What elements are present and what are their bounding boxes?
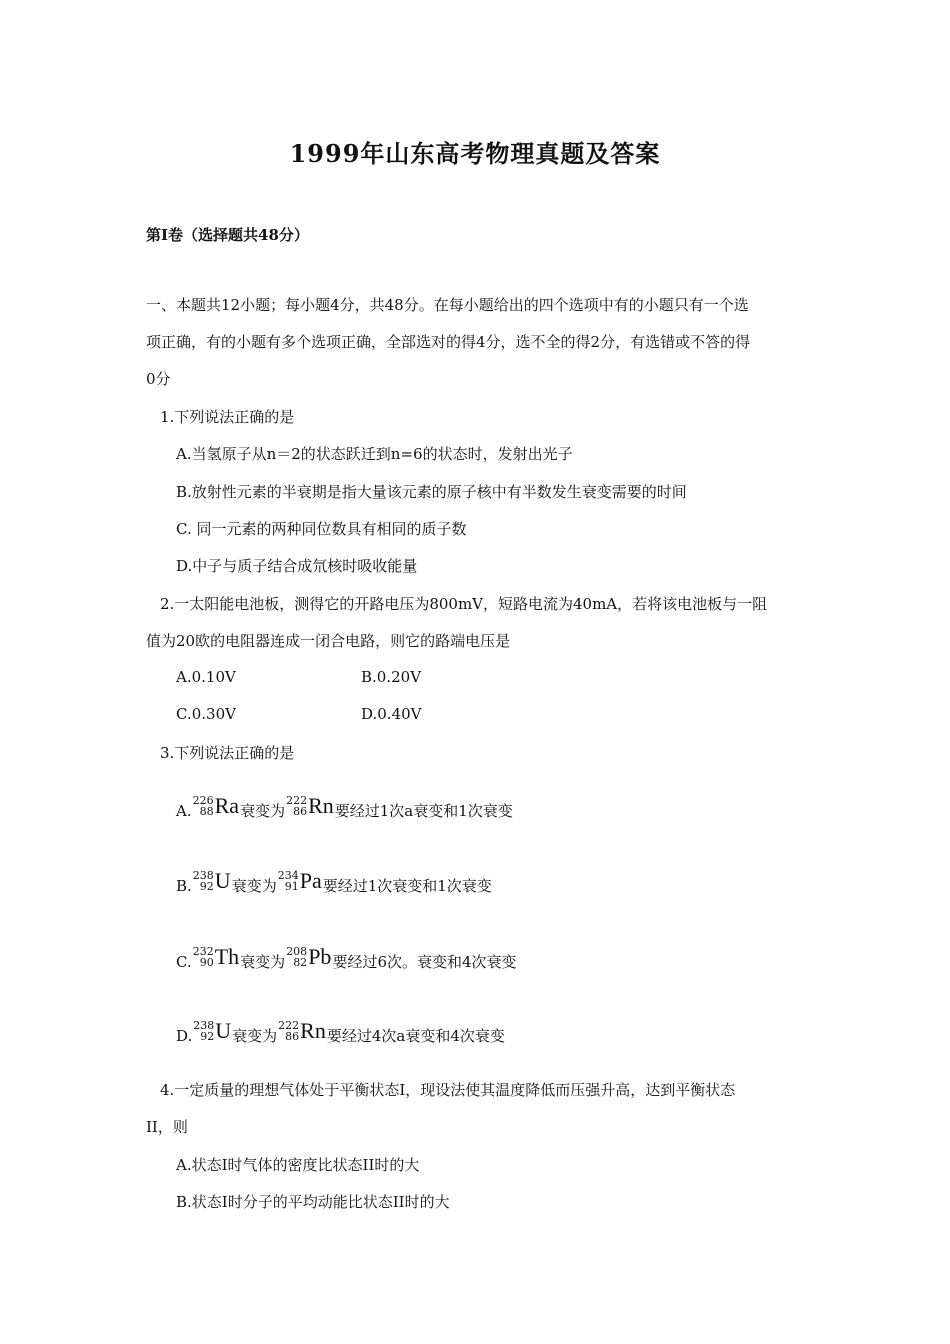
element-symbol: Th [214,944,240,969]
nuclide-thorium-232 [193,946,239,968]
option-label: A. [176,802,192,820]
nuclide-protactinium-234 [278,870,322,892]
document-title: 1999年山东高考物理真题及答案 [289,139,661,168]
atomic-number: 86 [293,805,308,818]
nuclide-radon-222 [278,1020,326,1042]
mass-number: 238 [192,869,214,882]
element-symbol: Pa [299,868,322,893]
q3-option-c [176,944,517,974]
nuclide-lead-208 [286,946,331,968]
q2-option-c: C.0.30V [176,705,236,723]
element-symbol: Rn [308,793,334,818]
element-symbol: Ra [214,793,240,818]
atomic-number: 92 [200,1030,215,1043]
element-symbol: U [214,868,231,893]
option-label: C. [176,953,192,971]
decay-steps-text: 要经过6次。衰变和4次衰变 [332,953,517,971]
q1-option-a: A.当氢原子从n＝2的状态跃迁到n=6的状态时，发射出光子 [176,445,573,463]
q4-stem-line-1: 4.一定质量的理想气体处于平衡状态I，现设法使其温度降低而压强升高，达到平衡状态 [160,1081,736,1099]
atomic-number: 88 [199,805,214,818]
q4-stem-line-2: II，则 [146,1118,188,1136]
q2-option-a: A.0.10V [176,668,236,686]
instructions-line-1: 一、本题共12小题；每小题4分，共48分。在每小题给出的四个选项中有的小题只有一个选 [146,296,749,314]
atomic-number: 86 [285,1030,300,1043]
instructions-line-2: 项正确，有的小题有多个选项正确，全部选对的得4分，选不全的得2分，有选错或不答的得 [146,333,751,351]
nuclide-uranium-238 [193,870,231,892]
q1-stem: 1.下列说法正确的是 [160,408,295,426]
mass-number: 234 [277,869,299,882]
nuclide-uranium-238 [193,1020,231,1042]
instructions-line-3: 0分 [146,370,171,388]
q3-option-a [176,793,513,823]
q2-stem-line-2: 值为20欧的电阻器连成一闭合电路，则它的路端电压是 [146,632,511,650]
decay-text: 衰变为 [240,953,286,971]
section-heading: 第Ⅰ卷（选择题共48分） [146,226,309,244]
q1-option-d: D.中子与质子结合成氘核时吸收能量 [176,557,418,575]
q1-option-b: B.放射性元素的半衰期是指大量该元素的原子核中有半数发生衰变需要的时间 [176,483,687,501]
nuclide-radium-226 [193,795,239,817]
nuclide-radon-222 [286,795,334,817]
decay-steps-text: 要经过4次a衰变和4次衰变 [326,1027,505,1045]
q2-option-b: B.0.20V [361,668,422,686]
q3-option-d [176,1018,505,1048]
q3-stem: 3.下列说法正确的是 [160,744,295,762]
mass-number: 226 [192,794,214,807]
atomic-number: 92 [199,880,214,893]
option-label: B. [176,877,192,895]
atomic-number: 90 [199,956,214,969]
decay-text: 衰变为 [231,877,277,895]
q4-option-a: A.状态I时气体的密度比状态II时的大 [176,1156,420,1174]
q4-option-b: B.状态I时分子的平均动能比状态II时的大 [176,1193,450,1211]
atomic-number: 82 [293,956,308,969]
decay-text: 衰变为 [232,1027,278,1045]
mass-number: 222 [278,1019,300,1032]
mass-number: 208 [286,945,308,958]
decay-steps-text: 要经过1次衰变和1次衰变 [322,877,492,895]
atomic-number: 91 [284,880,299,893]
decay-steps-text: 要经过1次a衰变和1次衰变 [334,802,513,820]
q3-option-b [176,868,492,898]
q2-option-d: D.0.40V [361,705,422,723]
element-symbol: Rn [300,1018,326,1043]
mass-number: 232 [192,945,214,958]
mass-number: 222 [286,794,308,807]
q1-option-c: C. 同一元素的两种同位数具有相同的质子数 [176,520,467,538]
element-symbol: U [215,1018,232,1043]
option-label: D. [176,1027,193,1045]
element-symbol: Pb [308,944,332,969]
decay-text: 衰变为 [240,802,286,820]
q2-stem-line-1: 2.一太阳能电池板，测得它的开路电压为800mV，短路电流为40mA，若将该电池板与一阻 [160,595,768,613]
mass-number: 238 [193,1019,215,1032]
